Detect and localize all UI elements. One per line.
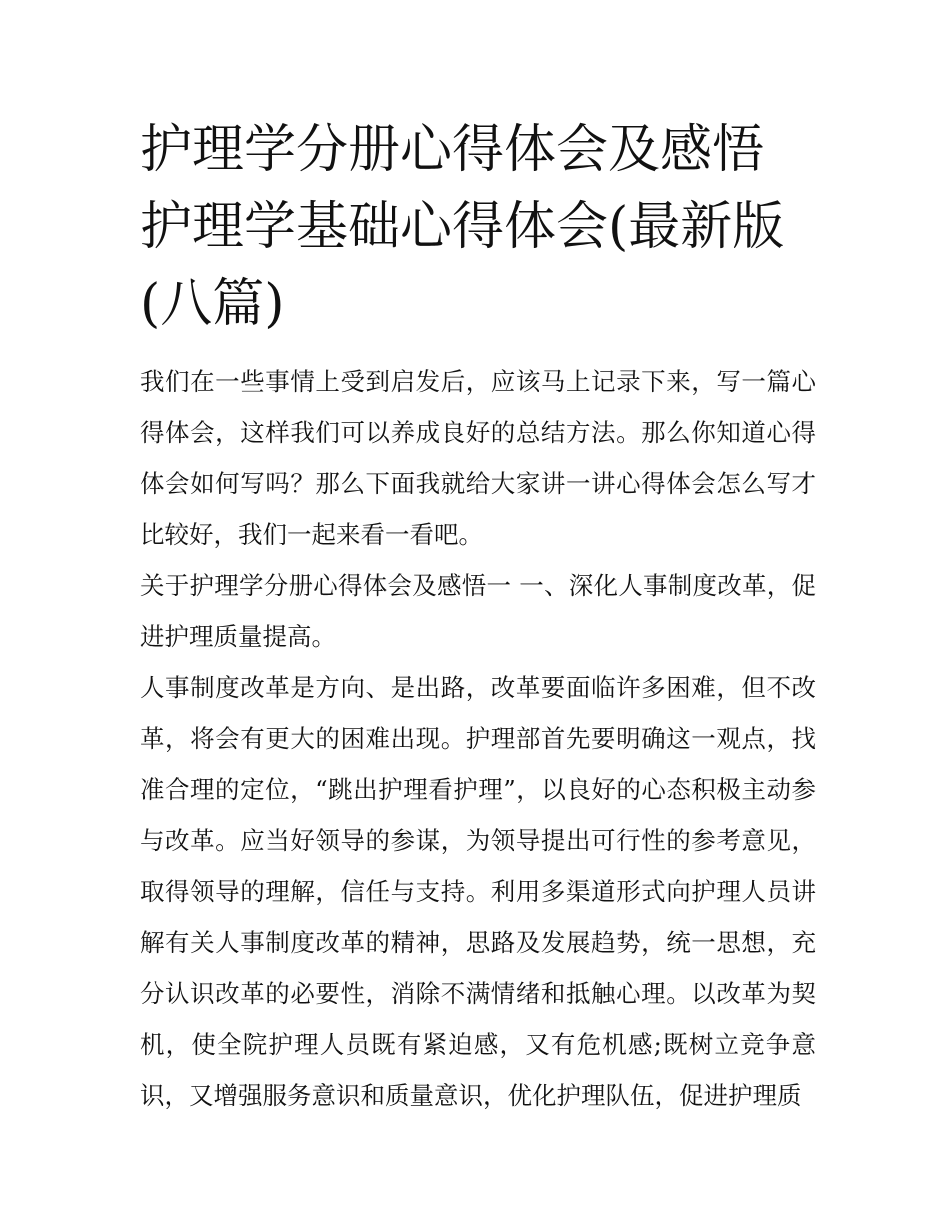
body-paragraph: 人事制度改革是方向、是出路，改革要面临许多困难，但不改革，将会有更大的困难出现。护理部首先要明确这一观点，找准合理的定位，“跳出护理看护理”，以良好的心态积极主动参与改革。应当好领导的参谋，为领导提出可行性的参考意见，取得领导的理解，信任与支持。利用多渠道形式向护理人员讲解有关人事制度改革的精神，思路及发展趋势，统一思想，充分认识改革的必要性，消除不满情绪和抵触心理。以改革为契机，使全院护理人员既有紧迫感，又有危机感;既树立竞争意识，又增强服务意识和质量意识，优化护理队伍，促进护理质: [140, 673, 816, 1110]
document-title: 护理学分册心得体会及感悟 护理学基础心得体会(最新版(八篇): [140, 120, 785, 334]
document-body: [140, 356, 816, 1121]
intro-paragraph: 我们在一些事情上受到启发后，应该马上记录下来，写一篇心得体会，这样我们可以养成良好的总结方法。那么你知道心得体会如何写吗？那么下面我就给大家讲一讲心得体会怎么写才比较好，我们一起来看一看吧。: [140, 367, 816, 549]
section-heading-paragraph: 关于护理学分册心得体会及感悟一 一、深化人事制度改革，促进护理质量提高。: [140, 571, 816, 651]
